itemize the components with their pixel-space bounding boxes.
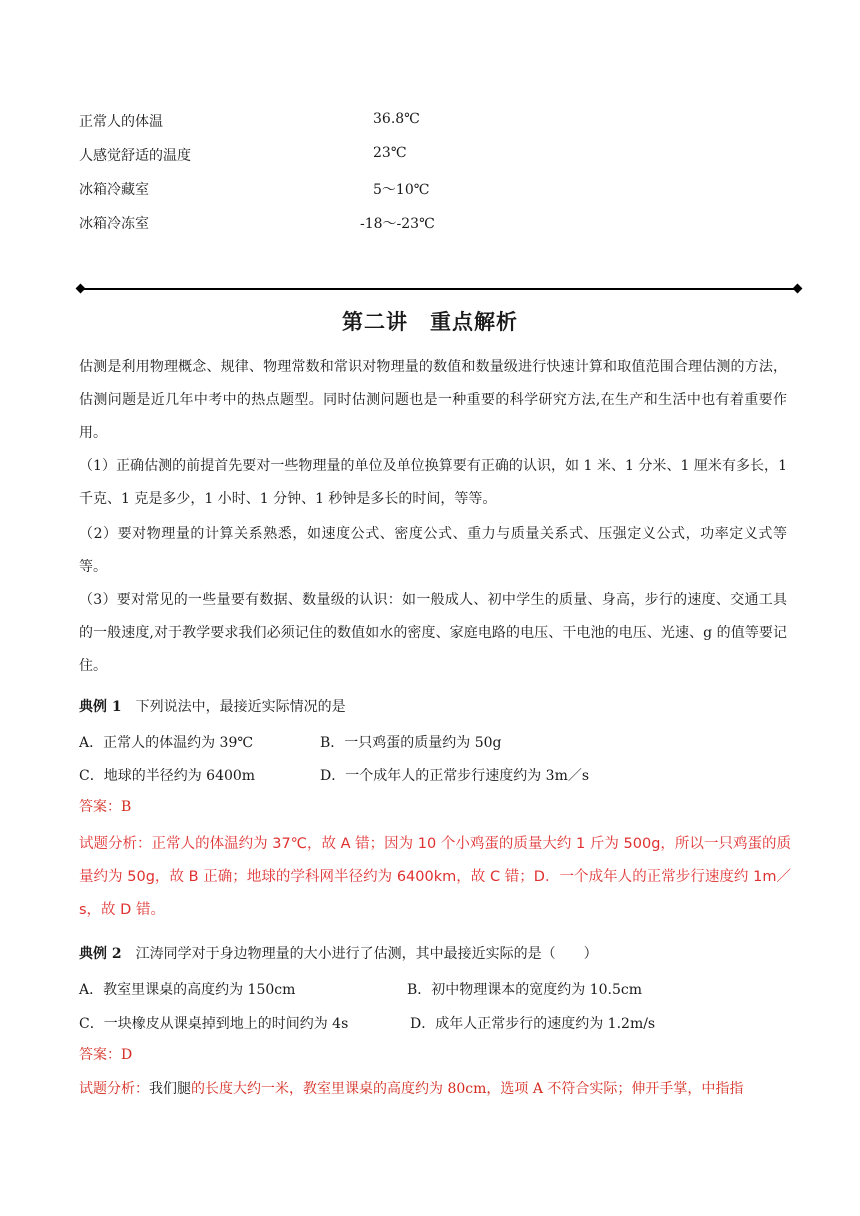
example2-question: 江涛同学对于身边物理量的大小进行了估测，其中最接近实际的是（ ）	[135, 946, 598, 962]
example2-analysis-black: 我们腿	[149, 1081, 191, 1097]
temp-label: 人感觉舒适的温度	[79, 148, 191, 164]
section-divider	[80, 288, 798, 290]
temp-value: 23℃	[373, 145, 407, 161]
example2-option-d: D．成年人正常步行的速度约为 1.2m/s	[410, 1016, 656, 1032]
intro-paragraph: 估测是利用物理概念、规律、物理常数和常识对物理量的数值和数量级进行快速计算和取值范围合理估测的方法，估测问题是近几年中考中的热点题型。同时估测问题也是一种重要的科学研究方法,在生产和生活中也有着重要作用。	[79, 359, 787, 441]
temp-label: 正常人的体温	[79, 114, 163, 130]
example2-analysis-prefix: 试题分析：	[79, 1081, 149, 1097]
example2-analysis-rest: 的长度大约一米，教室里课桌的高度约为 80cm，选项 A 不符合实际；伸开手掌，中指指	[191, 1081, 744, 1097]
example1-option-d: D．一个成年人的正常步行速度约为 3m／s	[320, 768, 590, 784]
example2-option-a: A．教室里课桌的高度约为 150cm	[79, 982, 296, 998]
temp-value: 5～10℃	[373, 182, 430, 198]
temp-value: 36.8℃	[373, 111, 420, 127]
temp-label: 冰箱冷冻室	[79, 216, 149, 232]
temp-value: -18～-23℃	[360, 216, 435, 232]
example2-heading	[79, 944, 598, 964]
example2-analysis	[79, 1079, 743, 1099]
example2-option-b: B．初中物理课本的宽度约为 10.5cm	[407, 982, 643, 998]
example2-label: 典例 2	[79, 946, 122, 962]
example1-option-b: B．一只鸡蛋的质量约为 50g	[320, 735, 502, 751]
point-paragraph: （2）要对物理量的计算关系熟悉，如速度公式、密度公式、重力与质量关系式、压强定义公式，功率定义式等等。	[79, 526, 787, 575]
point-paragraph: （1）正确估测的前提首先要对一些物理量的单位及单位换算要有正确的认识，如 1 米、1 分米、1 厘米有多长，1 千克、1 克是多少，1 小时、1 分钟、1 秒钟是多长的时间，等等。	[79, 458, 787, 507]
example2-option-c: C．一块橡皮从课桌掉到地上的时间约为 4s	[79, 1016, 349, 1032]
divider-right-diamond	[793, 284, 803, 294]
example1-heading	[79, 697, 346, 717]
example1-question: 下列说法中，最接近实际情况的是	[135, 699, 346, 715]
example1-option-c: C．地球的半径约为 6400m	[79, 768, 256, 784]
example1-label: 典例 1	[79, 699, 122, 715]
example2-answer: 答案：D	[79, 1047, 133, 1063]
point-paragraph: （3）要对常见的一些量要有数据、数量级的认识：如一般成人、初中学生的质量、身高，步行的速度、交通工具的一般速度,对于教学要求我们必须记住的数值如水的密度、家庭电路的电压、干电池的电压、光速、g 的值等要记住。	[79, 592, 787, 674]
example1-analysis: 试题分析：正常人的体温约为 37℃，故 A 错；因为 10 个小鸡蛋的质量大约 1 斤为 500g，所以一只鸡蛋的质量约为 50g，故 B 正确；地球的学科网半径约为 6400km，故 C 错；D．一个成年人的正常步行速度约 1m／s，故 D 错。	[79, 836, 791, 918]
example1-answer: 答案：B	[79, 799, 132, 815]
example1-option-a: A．正常人的体温约为 39℃	[79, 735, 254, 751]
temp-label: 冰箱冷藏室	[79, 182, 149, 198]
section-title: 第二讲 重点解析	[342, 309, 518, 334]
